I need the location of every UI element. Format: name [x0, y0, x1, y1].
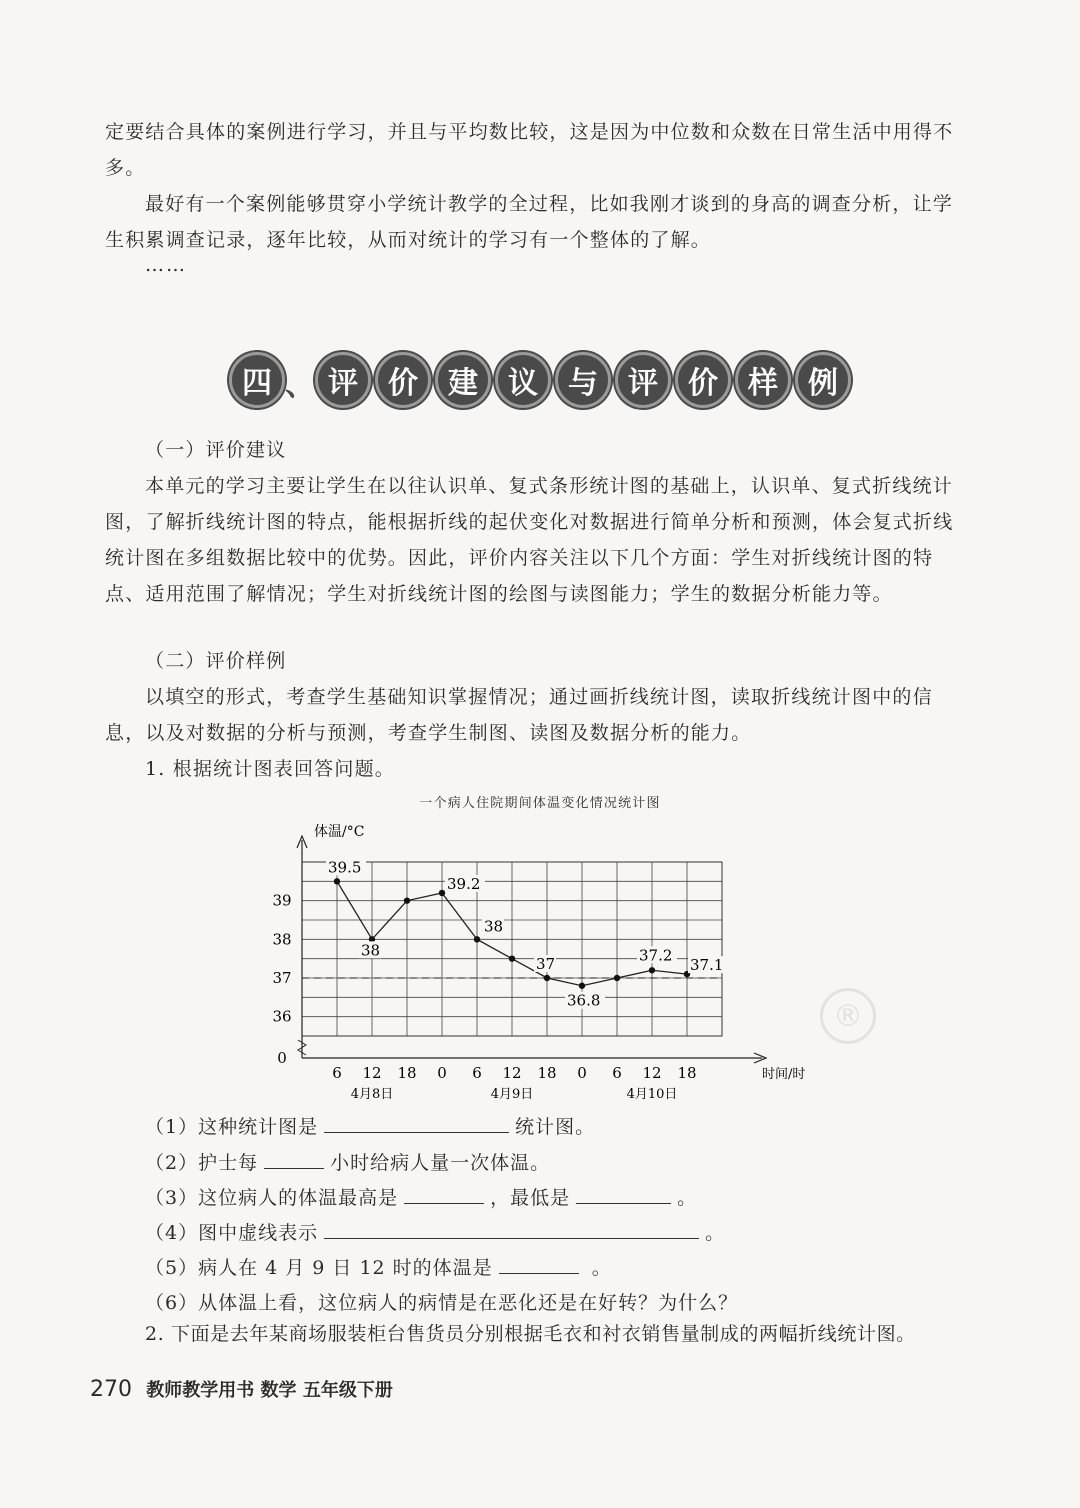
data-point: [474, 936, 480, 942]
question-text: 。: [584, 1257, 612, 1279]
data-point: [404, 897, 410, 903]
x-tick-label: 12: [642, 1064, 662, 1082]
data-point: [614, 975, 620, 981]
y-tick-label: 39: [272, 891, 292, 910]
point-label: 39.5: [328, 858, 362, 877]
fill-in-question: [145, 1183, 697, 1213]
book-title: 教师教学用书 数学 五年级下册: [146, 1380, 393, 1401]
point-label: 37.2: [639, 946, 673, 965]
data-point: [334, 878, 340, 884]
question-text: 图中虚线表示: [198, 1222, 319, 1244]
intro-paragraph-1: 定要结合具体的案例进行学习，并且与平均数比较，这是因为中位数和众数在日常生活中用得不多。: [105, 121, 954, 179]
date-label: 4月9日: [490, 1087, 534, 1100]
question-text: 小时给病人量一次体温。: [330, 1152, 551, 1174]
data-point: [509, 955, 515, 961]
data-point: [649, 967, 655, 973]
question-text: ，最低是: [490, 1187, 571, 1209]
title-char-circle: 价: [675, 352, 731, 408]
x-tick-label: 6: [332, 1064, 342, 1082]
question-text: 这种统计图是: [198, 1116, 319, 1138]
part2-heading: （二）评价样例: [145, 650, 287, 672]
point-label: 37: [536, 955, 556, 973]
y-tick-label: 0: [277, 1049, 287, 1067]
part1-heading: （一）评价建议: [145, 439, 287, 461]
title-separator: 、: [285, 368, 315, 403]
question-text: 。: [705, 1222, 726, 1244]
temperature-line-chart: [250, 810, 810, 1100]
x-tick-label: 0: [577, 1064, 587, 1082]
title-char-circle: 与: [555, 352, 611, 408]
fill-in-question: [145, 1253, 612, 1283]
page-number: 270: [90, 1377, 132, 1402]
fill-in-question: [145, 1112, 595, 1142]
question-text: 护士每: [198, 1152, 259, 1174]
y-axis-label: 体温/°C: [314, 824, 365, 840]
fill-in-question: [145, 1148, 550, 1178]
x-tick-label: 6: [612, 1064, 622, 1082]
title-char-circle: 议: [495, 352, 551, 408]
title-char-circle: 样: [735, 352, 791, 408]
date-label: 4月10日: [626, 1087, 678, 1100]
x-tick-label: 18: [397, 1064, 417, 1082]
point-label: 38: [361, 941, 381, 960]
data-point: [579, 983, 585, 989]
x-tick-label: 18: [677, 1064, 697, 1082]
question-text: 病人在 4 月 9 日 12 时的体温是: [198, 1257, 493, 1279]
question-text: （1）: [145, 1116, 199, 1138]
point-label: 39.2: [447, 874, 481, 893]
question-text: 统计图。: [515, 1116, 596, 1138]
title-char-circle: 评: [615, 352, 671, 408]
question-text: （3）: [145, 1187, 199, 1209]
question-text: （5）: [145, 1257, 199, 1279]
question-text: 从体温上看，这位病人的病情是在恶化还是在好转？为什么？: [198, 1292, 739, 1314]
question-text: 。: [677, 1187, 698, 1209]
page-footer: [90, 1376, 393, 1402]
answer-blank[interactable]: [324, 1218, 699, 1239]
answer-blank[interactable]: [499, 1253, 579, 1274]
ellipsis: ……: [145, 254, 187, 276]
question-text: （6）: [145, 1292, 199, 1314]
x-tick-label: 12: [502, 1064, 522, 1082]
x-tick-label: 6: [472, 1064, 482, 1082]
title-char-circle: 评: [315, 352, 371, 408]
registered-mark: ®: [820, 988, 876, 1044]
data-point: [544, 975, 550, 981]
answer-blank[interactable]: [264, 1148, 324, 1169]
question-text: （4）: [145, 1222, 199, 1244]
question-1-title: 1. 根据统计图表回答问题。: [145, 758, 395, 780]
fill-in-question: [145, 1218, 725, 1248]
title-char-circle: 四: [229, 352, 285, 408]
y-tick-label: 38: [272, 930, 292, 949]
title-char-circle: 例: [795, 352, 851, 408]
part2-body: 以填空的形式，考查学生基础知识掌握情况；通过画折线统计图，读取折线统计图中的信息，以及对数据的分析与预测，考查学生制图、读图及数据分析的能力。: [105, 686, 933, 744]
answer-blank[interactable]: [324, 1112, 509, 1133]
section-title: [0, 352, 1080, 408]
point-label: 37.1: [690, 956, 724, 975]
question-2-title: 2. 下面是去年某商场服装柜台售货员分别根据毛衣和衬衣销售量制成的两幅折线统计图。: [145, 1323, 916, 1345]
y-tick-label: 37: [272, 969, 292, 987]
axis-break: [298, 1040, 306, 1055]
x-tick-label: 12: [362, 1064, 382, 1082]
y-tick-label: 36: [272, 1007, 292, 1026]
part1-body: 本单元的学习主要让学生在以往认识单、复式条形统计图的基础上，认识单、复式折线统计图，了解折线统计图的特点，能根据折线的起伏变化对数据进行简单分析和预测，体会复式折线统计图在多组数据比较中的优势。因此，评价内容关注以下几个方面：学生对折线统计图的特点、适用范围了解情况；学生对折线统计图的绘图与读图能力；学生的数据分析能力等。: [105, 475, 954, 605]
date-label: 4月8日: [350, 1087, 394, 1100]
answer-blank[interactable]: [576, 1183, 671, 1204]
question-text: 这位病人的体温最高是: [198, 1187, 399, 1209]
point-label: 38: [484, 917, 504, 936]
intro-paragraph-2: 最好有一个案例能够贯穿小学统计教学的全过程，比如我刚才谈到的身高的调查分析，让学生积累调查记录，逐年比较，从而对统计的学习有一个整体的了解。: [105, 193, 954, 251]
x-tick-label: 18: [537, 1064, 557, 1082]
answer-blank[interactable]: [404, 1183, 484, 1204]
chart-title: 一个病人住院期间体温变化情况统计图: [419, 796, 661, 811]
title-char-circle: 建: [435, 352, 491, 408]
point-label: 36.8: [567, 991, 601, 1010]
x-axis-label: 时间/时: [762, 1067, 806, 1082]
title-char-circle: 价: [375, 352, 431, 408]
data-point: [439, 890, 445, 896]
x-tick-label: 0: [437, 1064, 447, 1082]
question-text: （2）: [145, 1152, 199, 1174]
fill-in-question: [145, 1288, 738, 1318]
